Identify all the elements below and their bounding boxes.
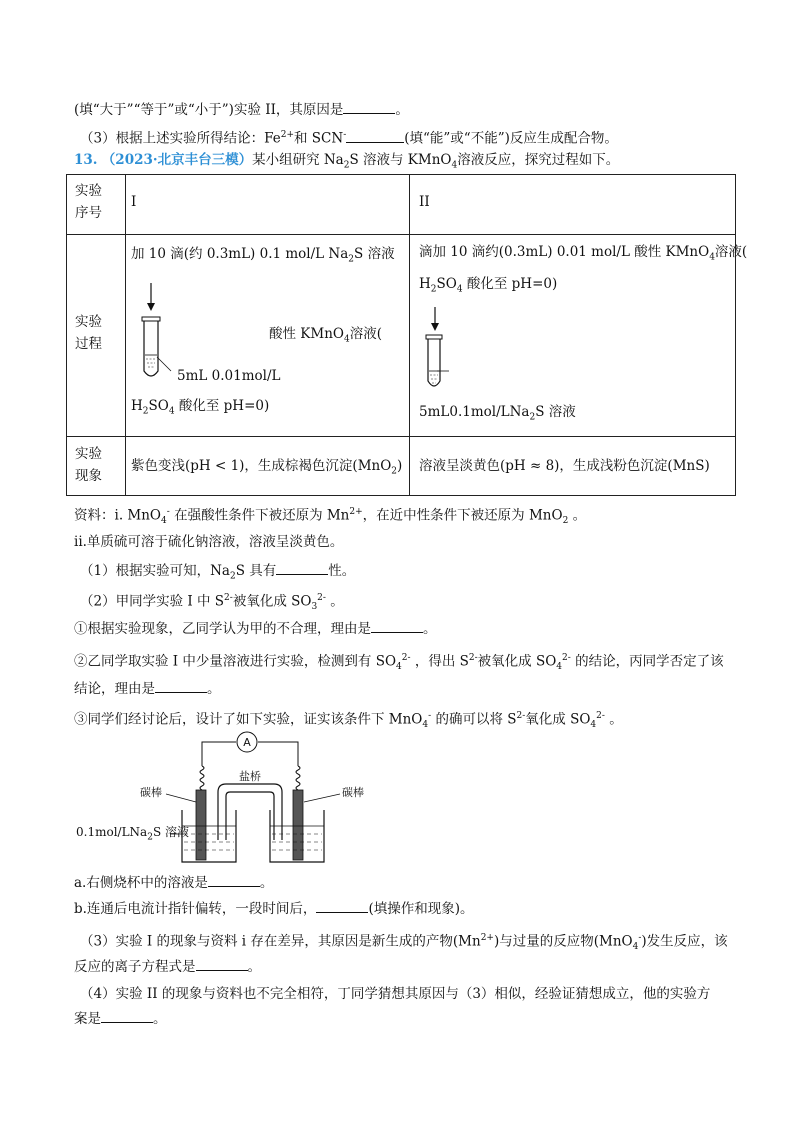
question-3-cont: 反应的离子方程式是 。 [74,956,740,977]
line-question-3-conclusion: （3）根据上述实验所得结论：$Fe^{2+}$和 SCN- (填“能”或“不能”)反应生成配合物。 [80,125,740,149]
question-4: （4）实验 II 的现象与资料也不完全相符，丁同学猜想其原因与（3）相似，经验证猜想成立，他的实验方 [80,986,711,1002]
question-2-part-1: ①根据实验现象，乙同学认为甲的不合理，理由是 。 [74,618,740,639]
exp1-test-tube-diagram [137,283,187,387]
header-exp-2: II [419,194,430,210]
exp2-reagent-added: 滴加 10 滴约(0.3mL) 0.01 mol/L 酸性 KMnO$_4$溶液( [419,244,748,263]
exp1-solution-conc: 5mL 0.01mol/L [177,368,281,384]
header-exp-1: I [131,194,137,210]
question-2-part-2: ②乙同学取实验 I 中少量溶液进行实验，检测到有 $SO_4^{2-}$ ，得出 $S^{2-}$被氧化成 $SO_4^{2-}$ 的结论，丙同学否定了该 [74,653,724,673]
exp2-test-tube-diagram [423,307,473,395]
exp1-phenomenon: 紫色变浅(pH < 1)，生成棕褐色沉淀(MnO$_2$) [131,458,403,477]
question-1: （1）根据实验可知，$Na_2S$ 具有 性。 [80,560,740,587]
row-phenomenon-label: 实验 现象 [75,446,102,484]
header-exp-no: 实验 序号 [75,183,102,221]
exp2-phenomenon: 溶液呈淡黄色(pH ≈ 8)，生成浅粉色沉淀(MnS) [419,458,710,474]
exp2-solution: 5mL0.1mol/LNa$_2$S 溶液 [419,404,576,423]
answer-blank[interactable] [371,618,423,633]
answer-blank[interactable] [276,560,328,575]
exp1-reagent-added: 加 10 滴(约 0.3mL) 0.1 mol/L $Na_2S$ 溶液 [131,246,395,265]
answer-blank[interactable] [196,956,248,971]
reference-i: 资料：i. MnO$_4$- 在强酸性条件下被还原为 $Mn^{2+}$，在近中性条件下被还原为 MnO$_2$ 。 [74,507,587,527]
right-rod-label: 碳棒 [342,786,364,799]
question-2-part-2-cont: 结论，理由是 。 [74,678,740,699]
question-b: b.连通后电流计指针偏转，一段时间后， (填操作和现象)。 [74,898,740,919]
question-3: （3）实验 I 的现象与资料 i 存在差异，其原因是新生成的产物$(Mn^{2+})$与过量的反应物(MnO$_4$-)发生反应，该 [80,933,728,953]
answer-blank[interactable] [346,128,404,143]
line-fill-comparison: (填“大于”“等于”或“小于”)实验 II，其原因是 。 [74,99,740,120]
left-rod-label: 碳棒 [140,786,162,799]
ammeter-label: A [243,736,251,749]
exp1-solution-name: 酸性 KMnO$_4$溶液( [269,326,382,345]
question-2: （2）甲同学实验 I 中 $S^{2-}$被氧化成 $SO_3^{2-}$ 。 [80,593,344,613]
answer-blank[interactable] [101,1008,153,1023]
question-13-title: 13. （2023·北京丰台三模）某小组研究 $Na_2S$ 溶液与 KMnO$_4$溶液反应，探究过程如下。 [74,152,620,171]
question-4-cont: 案是 。 [74,1008,740,1029]
answer-blank[interactable] [155,678,207,693]
left-solution-label: 0.1mol/LNa$_2$S 溶液 [76,825,189,843]
answer-blank[interactable] [343,99,395,114]
salt-bridge-label: 盐桥 [239,770,261,783]
row-process-label: 实验 过程 [75,314,102,352]
question-2-part-3: ③同学们经讨论后，设计了如下实验，证实该条件下 MnO$_4$- 的确可以将 $S^{2-}$氧化成 $SO_4^{2-}$ 。 [74,711,623,731]
answer-blank[interactable] [316,898,368,913]
exp1-solution-acid: $H_2SO_4$ 酸化至 pH=0) [131,398,270,417]
answer-blank[interactable] [208,872,260,887]
reference-ii: ii.单质硫可溶于硫化钠溶液，溶液呈淡黄色。 [74,534,344,550]
experiment-table [66,174,748,496]
exp2-reagent-acid: $H_2SO_4$ 酸化至 pH=0) [419,276,558,295]
question-a: a.右侧烧杯中的溶液是 。 [74,872,740,893]
